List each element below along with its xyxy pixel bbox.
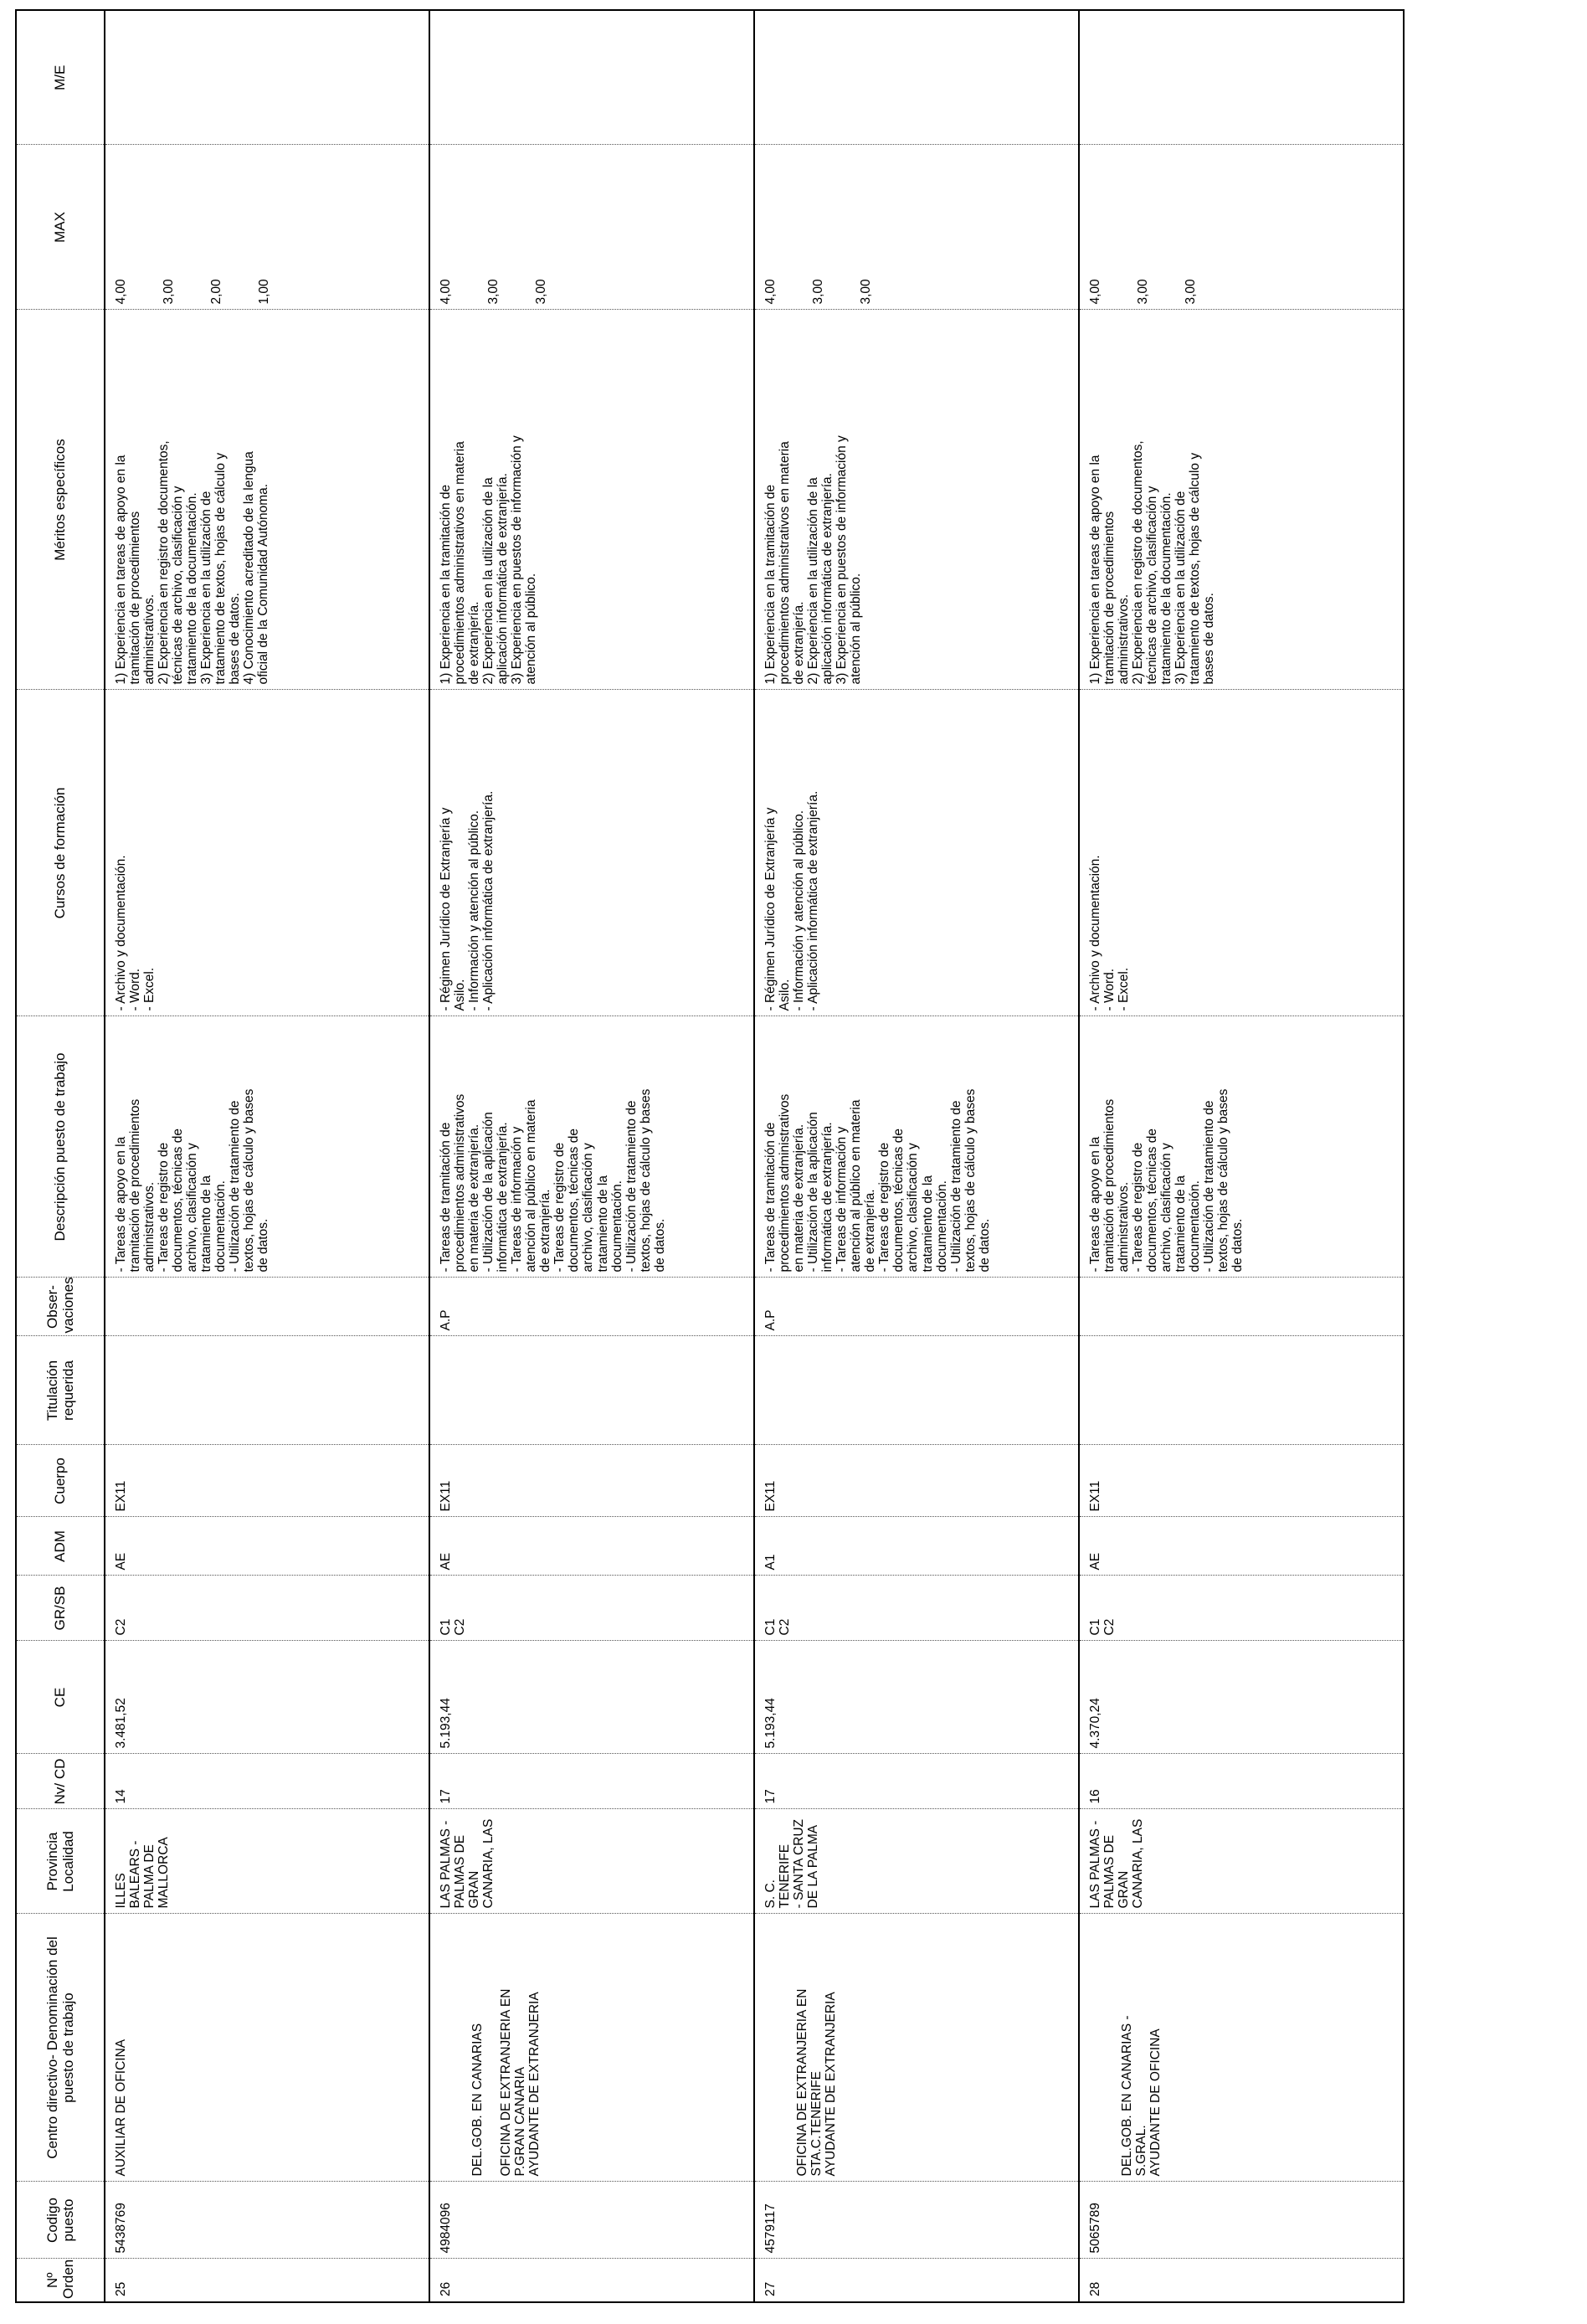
cell-provincia-line: CANARIA, LAS bbox=[1131, 1818, 1146, 1909]
cell-descripcion-line: - Utilización de tratamiento de bbox=[1202, 1100, 1217, 1273]
cell-meritos-line: atención al público. bbox=[849, 573, 864, 685]
centro-line: S.GRAL. bbox=[1134, 2125, 1149, 2177]
cell-descripcion-line: textos, hojas de cálculo y bases bbox=[963, 1088, 978, 1273]
cell-descripcion-line: documentos, técnicas de bbox=[567, 1129, 582, 1273]
cell-descripcion-line: - Tareas de registro de bbox=[877, 1142, 892, 1273]
cell-provincia-line: LAS PALMAS - bbox=[1088, 1820, 1102, 1909]
cell-descripcion-line: - Tareas de registro de bbox=[552, 1142, 568, 1273]
cell-descripcion-line: - Utilización de la aplicación bbox=[806, 1112, 821, 1273]
cell-meritos bbox=[429, 310, 754, 690]
cell-meritos bbox=[105, 310, 429, 690]
cell-me bbox=[105, 10, 429, 145]
cell-codigo: 4579117 bbox=[754, 2182, 1079, 2259]
cell-provincia-line: - SANTA CRUZ bbox=[792, 1819, 807, 1909]
cell-descripcion-line: de extranjería. bbox=[538, 1189, 553, 1273]
centro-spacer bbox=[1088, 1920, 1120, 2177]
cell-grsb-line: C1 bbox=[763, 1618, 778, 1636]
centro-spacer bbox=[763, 1920, 795, 2177]
cell-cursos bbox=[105, 690, 429, 1016]
header-codigo: Codigo puesto bbox=[16, 2182, 105, 2259]
cell-nivel: 16 bbox=[1079, 1754, 1404, 1809]
cell-descripcion-line: - Tareas de información y bbox=[510, 1126, 525, 1273]
cell-grsb-line: C2 bbox=[453, 1618, 468, 1636]
cell-provincia-lines bbox=[439, 1815, 496, 1909]
max-value: 4,00 bbox=[763, 279, 778, 305]
header-nivel: Nv/ CD bbox=[16, 1754, 105, 1809]
max-value: 3,00 bbox=[486, 279, 501, 305]
cell-descripcion-line: - Tareas de tramitación de bbox=[763, 1122, 778, 1273]
header-orden: Nº Orden bbox=[16, 2259, 105, 2302]
cell-grsb-line: C2 bbox=[778, 1618, 793, 1636]
cell-descripcion bbox=[754, 1016, 1079, 1278]
cell-cursos-line: - Excel. bbox=[1117, 967, 1132, 1011]
cell-titulacion bbox=[429, 1336, 754, 1445]
cell-adm: A1 bbox=[754, 1517, 1079, 1576]
cell-cursos-line: - Régimen Jurídico de Extranjería y bbox=[763, 807, 778, 1011]
cell-descripcion-line: en materia de extranjería. bbox=[467, 1123, 482, 1273]
cell-cursos-line: - Word. bbox=[1102, 968, 1117, 1011]
cell-descripcion-line: - Utilización de tratamiento de bbox=[228, 1100, 243, 1273]
cell-meritos-line: bases de datos. bbox=[1202, 593, 1217, 685]
cell-meritos bbox=[754, 310, 1079, 690]
cell-observaciones bbox=[1079, 1278, 1404, 1336]
cell-descripcion-line: - Utilización de tratamiento de bbox=[624, 1100, 639, 1273]
cell-centro bbox=[754, 1914, 1079, 2182]
cell-meritos-line: tratamiento de textos, hojas de cálculo y bbox=[1188, 452, 1203, 685]
cell-provincia-lines bbox=[763, 1815, 820, 1909]
cell-provincia-line: S. C. TENERIFE bbox=[763, 1843, 793, 1909]
table-row bbox=[429, 10, 754, 2302]
cell-provincia-lines bbox=[114, 1815, 171, 1909]
cell-descripcion-line: textos, hojas de cálculo y bases bbox=[638, 1088, 653, 1273]
cell-codigo: 5065789 bbox=[1079, 2182, 1404, 2259]
cell-adm: AE bbox=[429, 1517, 754, 1576]
cell-meritos-line: tramitación de procedimientos bbox=[128, 511, 143, 685]
cell-meritos-line: administrativos. bbox=[1117, 594, 1132, 685]
cell-orden: 25 bbox=[105, 2259, 429, 2302]
cell-descripcion-line: tramitación de procedimientos bbox=[1102, 1098, 1117, 1273]
cell-meritos-lines bbox=[439, 316, 538, 685]
cell-grsb-line: C1 bbox=[439, 1618, 453, 1636]
cell-ce: 5.193,44 bbox=[429, 1641, 754, 1754]
cell-meritos-line: de extranjería. bbox=[792, 601, 807, 685]
centro-lines bbox=[114, 1920, 128, 2177]
cell-provincia-line: LAS PALMAS - bbox=[439, 1820, 453, 1909]
cell-provincia bbox=[1079, 1809, 1404, 1914]
cell-meritos-line: 1) Experiencia en la tramitación de bbox=[763, 484, 778, 685]
cell-descripcion-line: documentos, técnicas de bbox=[1145, 1129, 1160, 1273]
centro-line: STA.C.TENERIFE bbox=[809, 2071, 824, 2177]
cell-meritos-line: 1) Experiencia en tareas de apoyo en la bbox=[114, 455, 128, 685]
cell-meritos-line: 2) Experiencia en registro de documentos, bbox=[1131, 440, 1146, 685]
cell-adm: AE bbox=[1079, 1517, 1404, 1576]
cell-max bbox=[105, 145, 429, 310]
cell-meritos bbox=[1079, 310, 1404, 690]
cell-descripcion-line: documentación. bbox=[609, 1180, 624, 1273]
cell-meritos-line: técnicas de archivo, clasificación y bbox=[1145, 486, 1160, 685]
cell-meritos-line: atención al público. bbox=[524, 573, 539, 685]
cell-codigo: 4984096 bbox=[429, 2182, 754, 2259]
cell-descripcion-line: documentación. bbox=[1188, 1180, 1203, 1273]
cell-meritos-line: 1) Experiencia en la tramitación de bbox=[439, 484, 453, 685]
cell-me bbox=[754, 10, 1079, 145]
cell-cursos-line: - Régimen Jurídico de Extranjería y bbox=[439, 807, 453, 1011]
cell-grsb-line: C1 bbox=[1088, 1618, 1102, 1636]
max-value: 2,00 bbox=[209, 279, 223, 305]
cell-provincia-line: PALMA DE bbox=[142, 1844, 157, 1909]
cell-cursos-lines bbox=[114, 696, 157, 1011]
cell-descripcion-line: documentos, técnicas de bbox=[171, 1129, 186, 1273]
header-cursos: Cursos de formación bbox=[16, 690, 105, 1016]
cell-meritos-line: 3) Experiencia en la utilización de bbox=[1174, 491, 1189, 685]
cell-descripcion-line: - Utilización de la aplicación bbox=[481, 1112, 496, 1273]
cell-descripcion-line: atención al público en materia bbox=[524, 1099, 539, 1273]
cell-descripcion-lines bbox=[439, 1022, 667, 1273]
cell-descripcion bbox=[1079, 1016, 1404, 1278]
puesto-denominacion: AYUDANTE DE EXTRANJERIA bbox=[824, 1992, 839, 2177]
cell-meritos-line: procedimientos administrativos en materia bbox=[778, 441, 793, 685]
cell-observaciones bbox=[105, 1278, 429, 1336]
cell-meritos-line: 3) Experiencia en puestos de información y bbox=[510, 435, 525, 685]
cell-meritos-lines bbox=[114, 316, 271, 685]
puestos-table bbox=[15, 9, 1405, 2303]
cell-titulacion bbox=[1079, 1336, 1404, 1445]
table-row bbox=[105, 10, 429, 2302]
cell-descripcion-line: de datos. bbox=[1230, 1218, 1245, 1273]
cell-descripcion-line: documentación. bbox=[934, 1180, 949, 1273]
cell-grsb bbox=[429, 1576, 754, 1641]
cell-provincia-line: MALLORCA bbox=[157, 1837, 172, 1909]
cell-provincia-line: PALMAS DE bbox=[1102, 1834, 1117, 1909]
cell-descripcion-lines bbox=[1088, 1022, 1245, 1273]
cell-descripcion-line: informática de extranjería. bbox=[820, 1122, 835, 1273]
cell-cuerpo: EX11 bbox=[429, 1445, 754, 1517]
cell-descripcion-lines bbox=[114, 1022, 271, 1273]
cell-meritos-line: tratamiento de la documentación. bbox=[185, 492, 200, 685]
cell-meritos-line: procedimientos administrativos en materia bbox=[453, 441, 468, 685]
cell-max bbox=[429, 145, 754, 310]
cell-meritos-line: aplicación informática de extranjería. bbox=[820, 473, 835, 685]
cell-descripcion-line: - Tareas de apoyo en la bbox=[1088, 1136, 1102, 1273]
table-row bbox=[754, 10, 1079, 2302]
cell-meritos-line: 3) Experiencia en la utilización de bbox=[199, 491, 214, 685]
cell-cuerpo: EX11 bbox=[1079, 1445, 1404, 1517]
centro-line bbox=[485, 1920, 499, 2177]
cell-descripcion-line: textos, hojas de cálculo y bases bbox=[242, 1088, 257, 1273]
cell-provincia-line: ILLES bbox=[114, 1873, 128, 1909]
cell-cursos-line: - Aplicación informática de extranjería. bbox=[806, 790, 821, 1011]
cell-grsb-lines bbox=[1088, 1581, 1117, 1636]
cell-provincia bbox=[105, 1809, 429, 1914]
cell-provincia-line: PALMAS DE bbox=[453, 1834, 468, 1909]
cell-descripcion-line: de extranjería. bbox=[863, 1189, 878, 1273]
max-value: 3,00 bbox=[811, 279, 825, 305]
cell-provincia bbox=[429, 1809, 754, 1914]
cell-grsb-lines bbox=[439, 1581, 467, 1636]
header-grsb: GR/SB bbox=[16, 1576, 105, 1641]
centro-line: DEL.GOB. EN CANARIAS bbox=[470, 2023, 485, 2177]
cell-meritos-line: 3) Experiencia en puestos de información y bbox=[835, 435, 850, 685]
cell-grsb-lines bbox=[763, 1581, 792, 1636]
max-value: 4,00 bbox=[114, 279, 128, 305]
cell-observaciones: A.P bbox=[429, 1278, 754, 1336]
cell-meritos-line: oficial de la Comunidad Autónoma. bbox=[256, 483, 271, 685]
cell-cursos-line: - Información y atención al público. bbox=[467, 810, 482, 1011]
header-row bbox=[16, 10, 105, 2302]
cell-meritos-line: aplicación informática de extranjería. bbox=[496, 473, 511, 685]
cell-meritos-line: técnicas de archivo, clasificación y bbox=[171, 486, 186, 685]
header-adm: ADM bbox=[16, 1517, 105, 1576]
cell-cuerpo: EX11 bbox=[754, 1445, 1079, 1517]
cell-cursos-line: - Aplicación informática de extranjería. bbox=[481, 790, 496, 1011]
max-value: 4,00 bbox=[439, 279, 453, 305]
cell-descripcion-line: archivo, clasificación y bbox=[581, 1143, 596, 1273]
header-cuerpo: Cuerpo bbox=[16, 1445, 105, 1517]
cell-cursos-lines bbox=[439, 696, 496, 1011]
centro-line: P.GRAN CANARIA bbox=[513, 2066, 528, 2177]
cell-meritos-line: 2) Experiencia en la utilización de la bbox=[806, 477, 821, 685]
max-value: 3,00 bbox=[859, 279, 873, 305]
cell-descripcion-line: - Utilización de tratamiento de bbox=[948, 1100, 963, 1273]
max-value: 3,00 bbox=[534, 279, 548, 305]
cell-meritos-line: bases de datos. bbox=[228, 593, 243, 685]
cell-grsb bbox=[754, 1576, 1079, 1641]
cell-titulacion bbox=[105, 1336, 429, 1445]
cell-centro bbox=[429, 1914, 754, 2182]
max-value: 3,00 bbox=[162, 279, 176, 305]
cell-cursos-lines bbox=[763, 696, 820, 1011]
centro-lines bbox=[470, 1920, 542, 2177]
cell-adm: AE bbox=[105, 1517, 429, 1576]
header-centro: Centro directivo- Denominación del puesto de trabajo bbox=[16, 1914, 105, 2182]
cell-provincia-line: CANARIA, LAS bbox=[481, 1818, 496, 1909]
table-body bbox=[105, 10, 1404, 2302]
cell-observaciones: A.P bbox=[754, 1278, 1079, 1336]
cell-descripcion-line: de datos. bbox=[652, 1218, 667, 1273]
cell-descripcion-line: tratamiento de la bbox=[595, 1175, 610, 1273]
cell-descripcion-line: atención al público en materia bbox=[849, 1099, 864, 1273]
cell-descripcion-line: en materia de extranjería. bbox=[792, 1123, 807, 1273]
cell-descripcion-line: - Tareas de registro de bbox=[157, 1142, 172, 1273]
cell-descripcion-line: tratamiento de la bbox=[920, 1175, 935, 1273]
cell-descripcion-line: archivo, clasificación y bbox=[1159, 1143, 1174, 1273]
cell-descripcion-line: - Tareas de tramitación de bbox=[439, 1122, 453, 1273]
cell-descripcion-line: tratamiento de la bbox=[199, 1175, 214, 1273]
cell-provincia-line: DE LA PALMA bbox=[806, 1824, 821, 1909]
puesto-denominacion: AYUDANTE DE EXTRANJERIA bbox=[527, 1992, 542, 2177]
cell-cursos-line: - Archivo y documentación. bbox=[1088, 855, 1102, 1011]
cell-ce: 5.193,44 bbox=[754, 1641, 1079, 1754]
cell-meritos-lines bbox=[1088, 316, 1216, 685]
cell-codigo: 5438769 bbox=[105, 2182, 429, 2259]
cell-cursos-line: Asilo. bbox=[778, 979, 793, 1011]
puesto-denominacion: AUXILIAR DE OFICINA bbox=[114, 2039, 128, 2177]
cell-grsb bbox=[105, 1576, 429, 1641]
cell-descripcion-line: administrativos. bbox=[142, 1181, 157, 1273]
cell-provincia-line: GRAN bbox=[1117, 1870, 1132, 1909]
cell-cursos-line: - Archivo y documentación. bbox=[114, 855, 128, 1011]
cell-meritos-lines bbox=[763, 316, 863, 685]
cell-cursos-line: - Información y atención al público. bbox=[792, 810, 807, 1011]
cell-descripcion bbox=[105, 1016, 429, 1278]
header-titulacion: Titulación requerida bbox=[16, 1336, 105, 1445]
cell-meritos-line: administrativos. bbox=[142, 594, 157, 685]
cell-descripcion-line: - Tareas de información y bbox=[835, 1126, 850, 1273]
cell-meritos-line: tratamiento de la documentación. bbox=[1159, 492, 1174, 685]
cell-ce: 3.481,52 bbox=[105, 1641, 429, 1754]
cell-me bbox=[1079, 10, 1404, 145]
cell-meritos-line: 1) Experiencia en tareas de apoyo en la bbox=[1088, 455, 1102, 685]
cell-max bbox=[754, 145, 1079, 310]
cell-cursos bbox=[429, 690, 754, 1016]
centro-lines bbox=[1120, 1920, 1163, 2177]
cell-meritos-line: tramitación de procedimientos bbox=[1102, 511, 1117, 685]
cell-nivel: 17 bbox=[429, 1754, 754, 1809]
centro-line: OFICINA DE EXTRANJERIA EN bbox=[499, 1988, 514, 2177]
cell-cursos bbox=[1079, 690, 1404, 1016]
cell-descripcion-line: - Tareas de apoyo en la bbox=[114, 1136, 128, 1273]
cell-descripcion-line: de datos. bbox=[977, 1218, 992, 1273]
cell-orden: 26 bbox=[429, 2259, 754, 2302]
cell-provincia-line: BALEARS - bbox=[128, 1840, 143, 1909]
cell-descripcion-line: archivo, clasificación y bbox=[906, 1143, 921, 1273]
max-value: 1,00 bbox=[257, 279, 271, 305]
cell-descripcion-line: procedimientos administrativos bbox=[778, 1093, 793, 1273]
cell-descripcion-line: documentos, técnicas de bbox=[891, 1129, 906, 1273]
max-value: 4,00 bbox=[1088, 279, 1102, 305]
cell-cursos-line: - Excel. bbox=[142, 967, 157, 1011]
cell-descripcion bbox=[429, 1016, 754, 1278]
header-descripcion: Descripción puesto de trabajo bbox=[16, 1016, 105, 1278]
cell-descripcion-line: de datos. bbox=[256, 1218, 271, 1273]
cell-cursos-lines bbox=[1088, 696, 1131, 1011]
cell-orden: 27 bbox=[754, 2259, 1079, 2302]
cell-centro bbox=[1079, 1914, 1404, 2182]
header-ce: CE bbox=[16, 1641, 105, 1754]
header-max: MAX bbox=[16, 145, 105, 310]
cell-cursos-line: - Word. bbox=[128, 968, 143, 1011]
cell-centro bbox=[105, 1914, 429, 2182]
cell-cuerpo: EX11 bbox=[105, 1445, 429, 1517]
cell-descripcion-line: tramitación de procedimientos bbox=[128, 1098, 143, 1273]
cell-meritos-line: tratamiento de textos, hojas de cálculo y bbox=[213, 452, 229, 685]
header-observaciones: Obser- vaciones bbox=[16, 1278, 105, 1336]
cell-descripcion-line: administrativos. bbox=[1117, 1181, 1132, 1273]
cell-meritos-line: 2) Experiencia en la utilización de la bbox=[481, 477, 496, 685]
cell-descripcion-line: procedimientos administrativos bbox=[453, 1093, 468, 1273]
table-row bbox=[1079, 10, 1404, 2302]
max-value: 3,00 bbox=[1136, 279, 1150, 305]
cell-grsb-line: C2 bbox=[114, 1618, 128, 1636]
cell-provincia-line: GRAN bbox=[467, 1870, 482, 1909]
cell-meritos-line: 4) Conocimiento acreditado de la lengua bbox=[242, 451, 257, 685]
cell-descripcion-line: tratamiento de la bbox=[1174, 1175, 1189, 1273]
header-me: M/E bbox=[16, 10, 105, 145]
cell-descripcion-lines bbox=[763, 1022, 992, 1273]
cell-max bbox=[1079, 145, 1404, 310]
cell-descripcion-line: informática de extranjería. bbox=[496, 1122, 511, 1273]
cell-nivel: 17 bbox=[754, 1754, 1079, 1809]
cell-meritos-line: 2) Experiencia en registro de documentos, bbox=[157, 440, 172, 685]
cell-me bbox=[429, 10, 754, 145]
centro-spacer bbox=[439, 1920, 470, 2177]
puesto-denominacion: AYUDANTE DE OFICINA bbox=[1148, 2028, 1163, 2177]
centro-line: OFICINA DE EXTRANJERIA EN bbox=[795, 1988, 809, 2177]
cell-orden: 28 bbox=[1079, 2259, 1404, 2302]
header-meritos: Méritos específicos bbox=[16, 310, 105, 690]
cell-meritos-line: de extranjería. bbox=[467, 601, 482, 685]
centro-line: DEL.GOB. EN CANARIAS - bbox=[1120, 2015, 1134, 2177]
header-provincia: Provincia Localidad bbox=[16, 1809, 105, 1914]
cell-cursos-line: Asilo. bbox=[453, 979, 468, 1011]
max-value: 3,00 bbox=[1184, 279, 1198, 305]
cell-grsb-line: C2 bbox=[1102, 1618, 1117, 1636]
cell-provincia-lines bbox=[1088, 1815, 1145, 1909]
cell-grsb bbox=[1079, 1576, 1404, 1641]
cell-grsb-lines bbox=[114, 1581, 128, 1636]
cell-cursos bbox=[754, 690, 1079, 1016]
cell-descripcion-line: - Tareas de registro de bbox=[1131, 1142, 1146, 1273]
cell-descripcion-line: textos, hojas de cálculo y bases bbox=[1216, 1088, 1231, 1273]
cell-provincia bbox=[754, 1809, 1079, 1914]
cell-nivel: 14 bbox=[105, 1754, 429, 1809]
cell-ce: 4.370,24 bbox=[1079, 1641, 1404, 1754]
cell-descripcion-line: archivo, clasificación y bbox=[185, 1143, 200, 1273]
cell-descripcion-line: documentación. bbox=[213, 1180, 229, 1273]
centro-lines bbox=[795, 1920, 838, 2177]
cell-titulacion bbox=[754, 1336, 1079, 1445]
